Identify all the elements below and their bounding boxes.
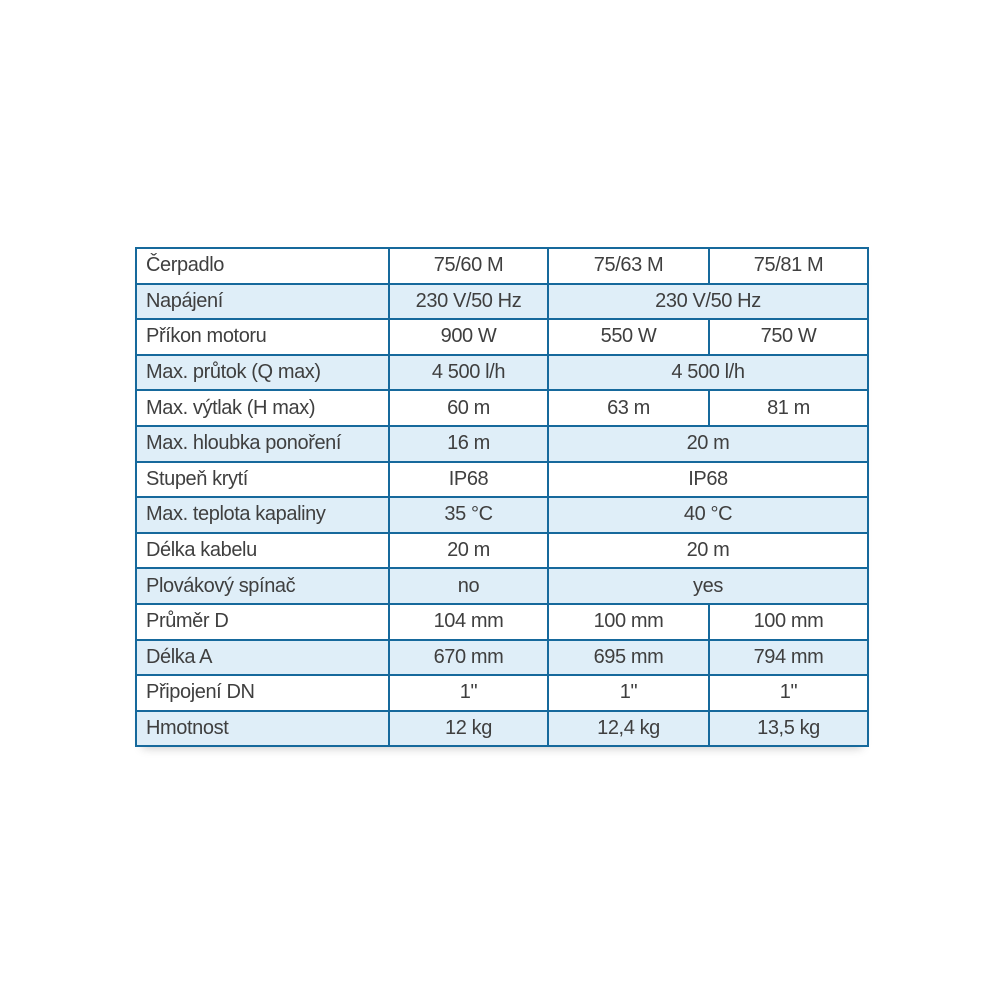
spec-value: 63 m <box>548 390 709 426</box>
spec-label: Stupeň krytí <box>136 462 389 498</box>
spec-label: Max. hloubka ponoření <box>136 426 389 462</box>
spec-value: 13,5 kg <box>709 711 868 747</box>
spec-value: 100 mm <box>709 604 868 640</box>
spec-value: 75/81 M <box>709 248 868 284</box>
spec-value: 550 W <box>548 319 709 355</box>
spec-value: no <box>389 568 548 604</box>
spec-value-merged: 4 500 l/h <box>548 355 868 391</box>
table-row-prumer-d <box>136 604 868 640</box>
spec-value: 1" <box>548 675 709 711</box>
spec-value-merged: 20 m <box>548 533 868 569</box>
spec-value-merged: IP68 <box>548 462 868 498</box>
spec-label: Délka kabelu <box>136 533 389 569</box>
spec-value: 81 m <box>709 390 868 426</box>
spec-value-merged: 230 V/50 Hz <box>548 284 868 320</box>
spec-value: 104 mm <box>389 604 548 640</box>
spec-label: Průměr D <box>136 604 389 640</box>
table-row-plovakovy-spinac <box>136 568 868 604</box>
spec-value: 100 mm <box>548 604 709 640</box>
table-row-max-hloubka-ponoreni <box>136 426 868 462</box>
spec-label: Max. průtok (Q max) <box>136 355 389 391</box>
spec-value: 12,4 kg <box>548 711 709 747</box>
pump-spec-table-container <box>135 247 867 747</box>
spec-value: 75/63 M <box>548 248 709 284</box>
spec-value: 695 mm <box>548 640 709 676</box>
spec-value: 1" <box>709 675 868 711</box>
spec-label: Plovákový spínač <box>136 568 389 604</box>
spec-value-merged: 20 m <box>548 426 868 462</box>
table-row-prikon-motoru <box>136 319 868 355</box>
spec-value: 4 500 l/h <box>389 355 548 391</box>
spec-value: 750 W <box>709 319 868 355</box>
spec-value: 670 mm <box>389 640 548 676</box>
spec-value: 1" <box>389 675 548 711</box>
spec-value-merged: 40 °C <box>548 497 868 533</box>
spec-value: 60 m <box>389 390 548 426</box>
spec-value: IP68 <box>389 462 548 498</box>
table-row-max-vytlak <box>136 390 868 426</box>
spec-value: 20 m <box>389 533 548 569</box>
spec-label: Napájení <box>136 284 389 320</box>
table-row-delka-kabelu <box>136 533 868 569</box>
spec-value: 75/60 M <box>389 248 548 284</box>
spec-value: 230 V/50 Hz <box>389 284 548 320</box>
spec-value: 35 °C <box>389 497 548 533</box>
table-row-max-prutok <box>136 355 868 391</box>
pump-spec-table <box>135 247 869 747</box>
spec-value-merged: yes <box>548 568 868 604</box>
spec-label: Hmotnost <box>136 711 389 747</box>
table-row-stupen-kryti <box>136 462 868 498</box>
spec-value: 900 W <box>389 319 548 355</box>
spec-label: Příkon motoru <box>136 319 389 355</box>
table-row-napajeni <box>136 284 868 320</box>
table-row-delka-a <box>136 640 868 676</box>
spec-label: Připojení DN <box>136 675 389 711</box>
spec-label: Délka A <box>136 640 389 676</box>
table-row-pripojeni-dn <box>136 675 868 711</box>
spec-label: Max. výtlak (H max) <box>136 390 389 426</box>
spec-value: 16 m <box>389 426 548 462</box>
spec-value: 12 kg <box>389 711 548 747</box>
spec-label: Čerpadlo <box>136 248 389 284</box>
table-row-hmotnost <box>136 711 868 747</box>
spec-value: 794 mm <box>709 640 868 676</box>
spec-label: Max. teplota kapaliny <box>136 497 389 533</box>
table-row-max-teplota-kapaliny <box>136 497 868 533</box>
table-row-cerpadlo <box>136 248 868 284</box>
